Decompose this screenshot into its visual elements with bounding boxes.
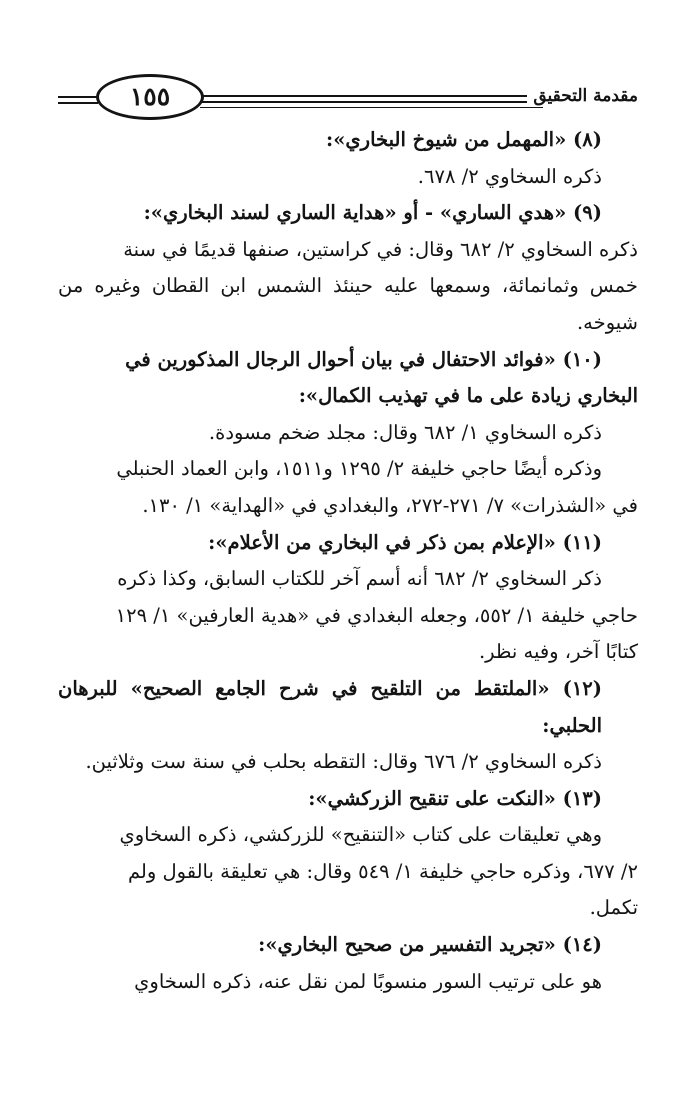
entry-heading-10-cont: البخاري زيادة على ما في تهذيب الكمال»: [298,384,638,408]
entry-heading-10: (١٠) «فوائد الاحتفال في بيان أحوال الرجال المذكورين في [125,347,602,371]
body-line: في «الشذرات» ٧/ ٢٧١-٢٧٢، والبغدادي في «الهداية» ١/ ١٣٠. [142,493,638,517]
body-line: وذكره أيضًا حاجي خليفة ٢/ ١٢٩٥ و١٥١١، وابن العماد الحنبلي [116,457,602,481]
page-header [58,68,638,120]
body-line: كتابًا آخر، وفيه نظر. [478,640,638,664]
body-line: تكمل. [589,896,638,920]
page-body [58,122,638,1000]
body-line: حاجي خليفة ١/ ٥٥٢، وجعله البغدادي في «هدية العارفين» ١/ ١٢٩ [115,603,638,627]
entry-heading-8: (٨) «المهمل من شيوخ البخاري»: [326,128,602,151]
header-rule-middle [200,101,543,103]
header-rule-bottom [200,107,543,108]
body-line: ذكره السخاوي ٢/ ٦٨٢ وقال: في كراستين، صنفها قديمًا في سنة [123,237,638,261]
body-line: ذكره السخاوي ١/ ٦٨٢ وقال: مجلد ضخم مسودة. [208,420,602,444]
entry-heading-11: (١١) «الإعلام بمن ذكر في البخاري من الأعلام»: [208,530,602,554]
entry-heading-12: (١٢) «الملتقط من التلقيح في شرح الجامع الصحيح» للبرهان الحلبي: [58,676,602,737]
header-rule-left-top [58,96,98,98]
body-line: ذكره السخاوي ٢/ ٦٧٦ وقال: التقطه بحلب في سنة ست وثلاثين. [85,750,602,774]
body-line: ذكر السخاوي ٢/ ٦٨٢ أنه أسم آخر للكتاب السابق، وكذا ذكره [117,567,602,591]
entry-heading-14: (١٤) «تجريد التفسير من صحيح البخاري»: [258,933,602,957]
page-number: ١٥٥ [96,74,204,120]
entry-heading-13: (١٣) «النكت على تنقيح الزركشي»: [308,786,602,810]
body-line: خمس وثمانمائة، وسمعها عليه حينئذ الشمس ابن القطان وغيره من شيوخه. [58,274,638,334]
body-line: ٢/ ٦٧٧، وذكره حاجي خليفة ١/ ٥٤٩ وقال: هي تعليقة بالقول ولم [127,859,638,883]
running-title: مقدمة التحقيق [527,86,638,106]
body-line: ذكره السخاوي ٢/ ٦٧٨. [417,164,602,188]
header-rule-top [200,95,543,97]
header-rule-left-bottom [58,102,98,104]
body-line: هو على ترتيب السور منسوبًا لمن نقل عنه، ذكره السخاوي [134,969,602,993]
entry-heading-9: (٩) «هدي الساري» - أو «هداية الساري لسند البخاري»: [143,201,602,225]
body-line: وهي تعليقات على كتاب «التنقيح» للزركشي، ذكره السخاوي [119,823,602,847]
